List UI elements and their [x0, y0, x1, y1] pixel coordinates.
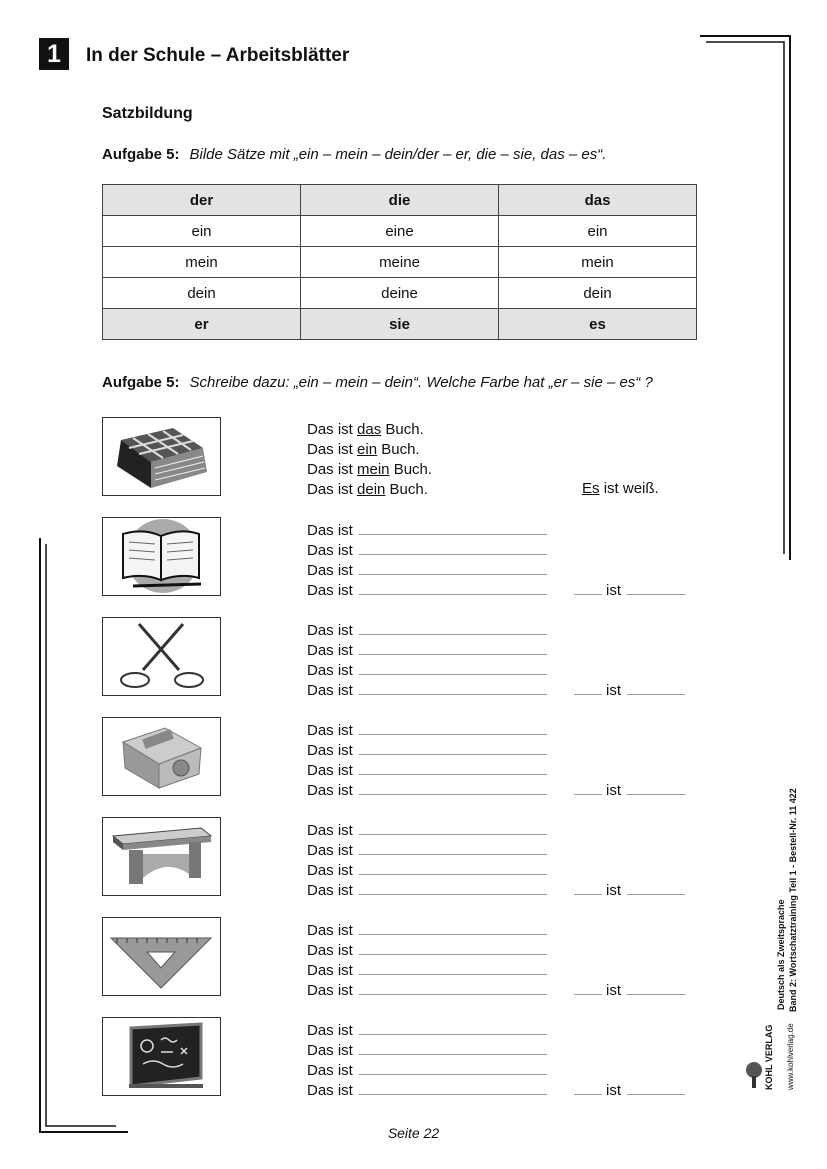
exercise-line [307, 620, 547, 640]
line-prefix: Das ist [307, 942, 353, 959]
exercise-line [307, 780, 547, 800]
item-image [102, 1017, 221, 1096]
task-2-text: Schreibe dazu: „ein – mein – dein“. Welche Farbe hat „er – sie – es“ ? [189, 374, 653, 391]
exercise-sentences [307, 620, 547, 700]
item-image [102, 717, 221, 796]
exercise-line [307, 580, 547, 600]
line-prefix: Das ist [307, 982, 353, 999]
table-cell: eine [301, 216, 499, 247]
exercise-sentences [307, 1020, 547, 1100]
exercise-line [307, 660, 547, 680]
answer-blank[interactable] [359, 680, 547, 695]
line-prefix: Das ist [307, 461, 353, 478]
exercise-line [307, 880, 547, 900]
answer-blank[interactable] [359, 960, 547, 975]
answer-blank[interactable] [359, 760, 547, 775]
table-cell: dein [103, 278, 301, 309]
noun: Buch. [385, 421, 424, 438]
noun: Buch. [381, 441, 420, 458]
table-row [103, 247, 697, 278]
line-prefix: Das ist [307, 782, 353, 799]
volume-title: Band 2: Wortschatztraining Teil 1 - Bestell-Nr. 11 422 [788, 788, 798, 1012]
color-blank[interactable] [627, 1080, 685, 1095]
line-prefix: Das ist [307, 682, 353, 699]
exercise-line [307, 820, 547, 840]
line-prefix: Das ist [307, 622, 353, 639]
line-prefix: Das ist [307, 1042, 353, 1059]
noun: Buch. [389, 481, 428, 498]
exercise-line [307, 540, 547, 560]
task-2 [102, 374, 653, 391]
color-answer [574, 680, 685, 699]
color-blank[interactable] [627, 680, 685, 695]
exercise-sentences [307, 520, 547, 600]
item-image [102, 617, 221, 696]
answer-blank[interactable] [359, 660, 547, 675]
task-1-label: Aufgabe 5: [102, 146, 180, 163]
color-phrase: ist weiß. [603, 480, 659, 497]
underlined-article: ein [357, 441, 378, 458]
answer-blank[interactable] [359, 1060, 547, 1075]
line-prefix: Das ist [307, 1082, 353, 1099]
page-footer: Seite 22 [387, 1125, 440, 1141]
color-blank[interactable] [627, 780, 685, 795]
exercise-line [307, 760, 547, 780]
example-line [307, 480, 432, 500]
exercise-line [307, 940, 547, 960]
exercise-line [307, 1080, 547, 1100]
exercise-line [307, 720, 547, 740]
answer-blank[interactable] [359, 820, 547, 835]
answer-blank[interactable] [359, 840, 547, 855]
line-prefix: Das ist [307, 662, 353, 679]
chapter-number: 1 [39, 38, 69, 70]
example-line [307, 420, 432, 440]
answer-blank[interactable] [359, 1080, 547, 1095]
line-prefix: Das ist [307, 882, 353, 899]
exercise-line [307, 520, 547, 540]
task-1-text: Bilde Sätze mit „ein – mein – dein/der – er, die – sie, das – es“. [189, 146, 607, 163]
page-title: In der Schule – Arbeitsblätter [86, 45, 350, 66]
line-prefix: Das ist [307, 742, 353, 759]
color-answer [574, 1080, 685, 1099]
line-prefix: Das ist [307, 522, 353, 539]
exercise-line [307, 1040, 547, 1060]
task-1 [102, 146, 606, 163]
blackboard-icon [103, 1018, 220, 1095]
desk-icon [103, 818, 220, 895]
line-prefix: Das ist [307, 962, 353, 979]
set-square-icon [103, 918, 220, 995]
line-prefix: Das ist [307, 582, 353, 599]
answer-blank[interactable] [359, 620, 547, 635]
pronoun-blank[interactable] [574, 580, 602, 595]
line-prefix: Das ist [307, 642, 353, 659]
line-prefix: Das ist [307, 481, 353, 498]
exercise-line [307, 840, 547, 860]
color-blank[interactable] [627, 580, 685, 595]
tree-icon [744, 1060, 764, 1090]
table-cell: ein [499, 216, 697, 247]
publisher-name: KOHL VERLAG [764, 1024, 774, 1090]
line-prefix: Das ist [307, 542, 353, 559]
line-prefix: Das ist [307, 562, 353, 579]
color-answer [574, 980, 685, 999]
color-answer [574, 880, 685, 899]
exercise-line [307, 560, 547, 580]
exercise-line [307, 920, 547, 940]
answer-blank[interactable] [359, 540, 547, 555]
answer-blank[interactable] [359, 740, 547, 755]
table-header-cell: das [499, 185, 697, 216]
table-row [103, 216, 697, 247]
exercise-sentences [307, 720, 547, 800]
answer-blank[interactable] [359, 780, 547, 795]
book-image [102, 417, 221, 496]
answer-blank[interactable] [359, 640, 547, 655]
table-header-row [103, 185, 697, 216]
line-prefix: Das ist [307, 762, 353, 779]
answer-blank[interactable] [359, 860, 547, 875]
table-pronoun-row [103, 309, 697, 340]
ist-label: ist [606, 1082, 621, 1099]
color-blank[interactable] [627, 980, 685, 995]
table-cell: mein [499, 247, 697, 278]
answer-blank[interactable] [359, 1040, 547, 1055]
line-prefix: Das ist [307, 922, 353, 939]
color-blank[interactable] [627, 880, 685, 895]
table-row [103, 278, 697, 309]
table-header-cell: die [301, 185, 499, 216]
line-prefix: Das ist [307, 822, 353, 839]
section-title: Satzbildung [102, 105, 193, 122]
ist-label: ist [606, 682, 621, 699]
exercise-sentences [307, 920, 547, 1000]
ist-label: ist [606, 882, 621, 899]
answer-blank[interactable] [359, 980, 547, 995]
ist-label: ist [606, 582, 621, 599]
line-prefix: Das ist [307, 1022, 353, 1039]
publisher-logo [744, 1060, 764, 1090]
table-cell: dein [499, 278, 697, 309]
table-cell: deine [301, 278, 499, 309]
item-image [102, 917, 221, 996]
answer-blank[interactable] [359, 1020, 547, 1035]
table-cell: es [499, 309, 697, 340]
table-cell: sie [301, 309, 499, 340]
publisher-website: www.kohlverlag.de [786, 1023, 795, 1090]
table-cell: meine [301, 247, 499, 278]
line-prefix: Das ist [307, 722, 353, 739]
exercise-line [307, 680, 547, 700]
series-title: Deutsch als Zweitsprache [776, 899, 786, 1010]
item-image [102, 817, 221, 896]
exercise-line [307, 980, 547, 1000]
exercise-line [307, 1020, 547, 1040]
color-answer [574, 580, 685, 599]
table-cell: er [103, 309, 301, 340]
scissors-icon [103, 618, 220, 695]
underlined-article: dein [357, 481, 386, 498]
ist-label: ist [606, 982, 621, 999]
table-cell: mein [103, 247, 301, 278]
underlined-article: mein [357, 461, 390, 478]
table-cell: ein [103, 216, 301, 247]
underlined-article: das [357, 421, 382, 438]
open-book-icon [103, 518, 220, 595]
exercise-line [307, 640, 547, 660]
line-prefix: Das ist [307, 842, 353, 859]
answer-blank[interactable] [359, 520, 547, 535]
exercise-sentences [307, 820, 547, 900]
pronoun-blank[interactable] [574, 980, 602, 995]
line-prefix: Das ist [307, 862, 353, 879]
answer-blank[interactable] [359, 920, 547, 935]
pencil-sharpener-icon [103, 718, 220, 795]
example-line [307, 460, 432, 480]
ist-label: ist [606, 782, 621, 799]
answer-blank[interactable] [359, 880, 547, 895]
book-icon [103, 418, 220, 495]
exercise-line [307, 740, 547, 760]
example-line [307, 440, 432, 460]
answer-blank[interactable] [359, 560, 547, 575]
line-prefix: Das ist [307, 421, 353, 438]
line-prefix: Das ist [307, 441, 353, 458]
pronoun: Es [582, 480, 600, 497]
color-answer [574, 780, 685, 799]
article-table [102, 184, 697, 340]
answer-blank[interactable] [359, 720, 547, 735]
answer-blank[interactable] [359, 940, 547, 955]
exercise-line [307, 960, 547, 980]
answer-blank[interactable] [359, 580, 547, 595]
pronoun-blank[interactable] [574, 780, 602, 795]
line-prefix: Das ist [307, 1062, 353, 1079]
item-image [102, 517, 221, 596]
pronoun-blank[interactable] [574, 1080, 602, 1095]
pronoun-blank[interactable] [574, 680, 602, 695]
noun: Buch. [393, 461, 433, 478]
example-sentences [307, 420, 432, 500]
pronoun-blank[interactable] [574, 880, 602, 895]
example-color-sentence [582, 480, 659, 497]
exercise-line [307, 1060, 547, 1080]
task-2-label: Aufgabe 5: [102, 374, 180, 391]
table-header-cell: der [103, 185, 301, 216]
exercise-line [307, 860, 547, 880]
